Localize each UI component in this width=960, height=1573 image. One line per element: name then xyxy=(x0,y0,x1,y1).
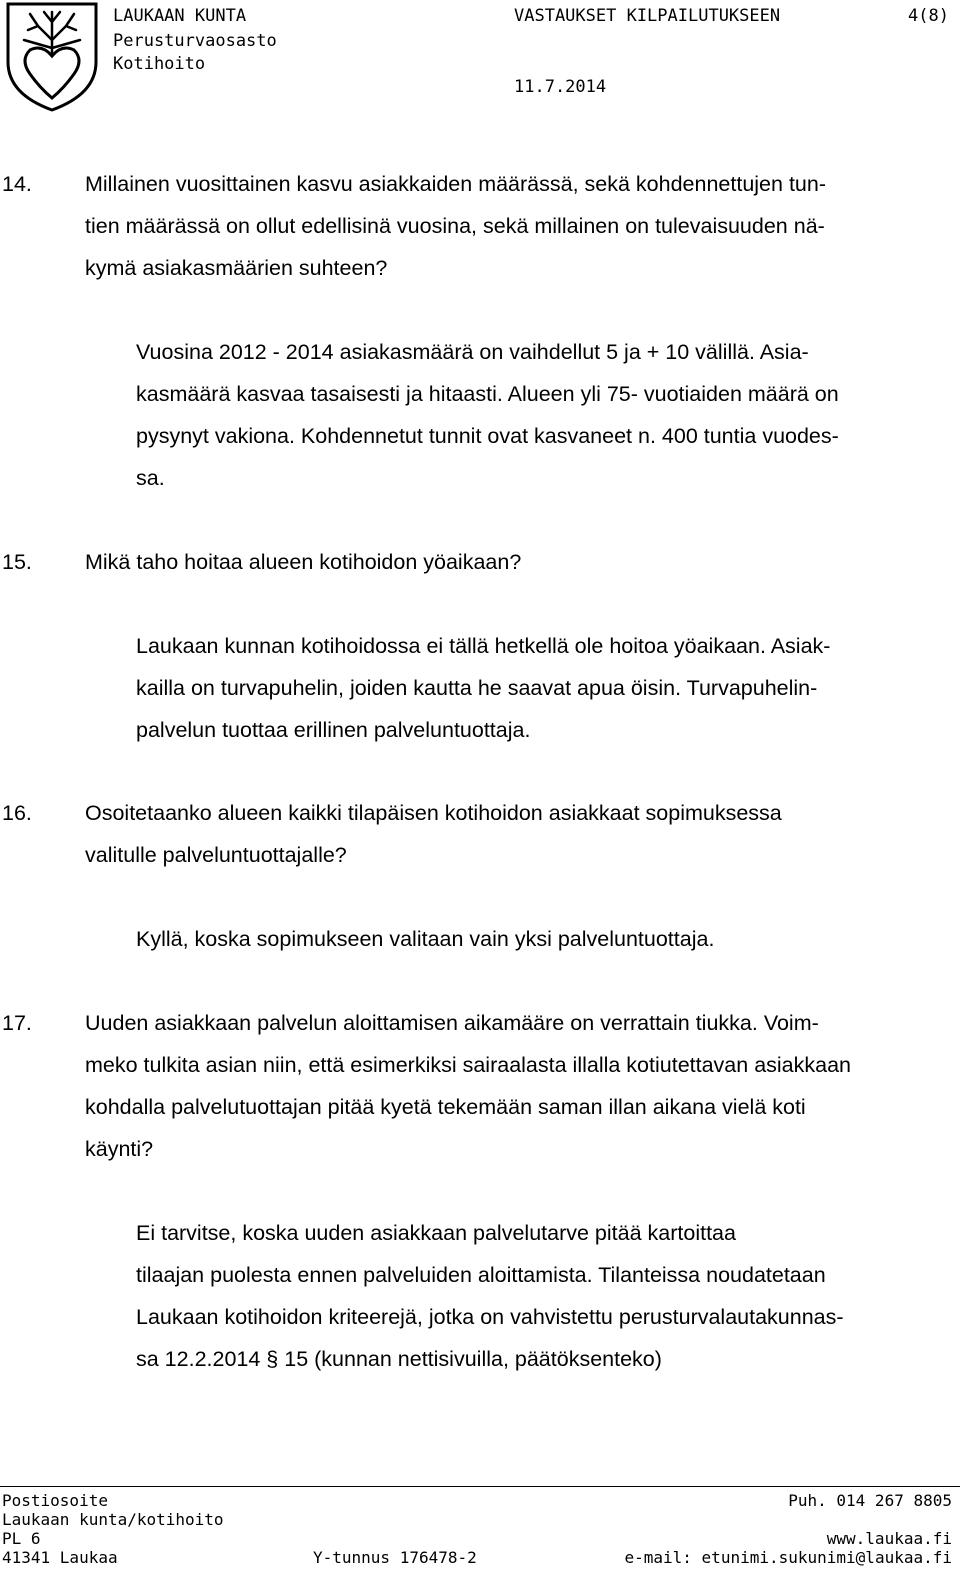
department: Perusturvaosasto xyxy=(113,31,277,51)
footer-address-line: 41341 Laukaa xyxy=(2,1548,118,1567)
question-14-number: 14. xyxy=(2,172,32,196)
answer-14-line: kasmäärä kasvaa tasaisesti ja hitaasti. Alueen yli 75- vuotiaiden määrä on xyxy=(136,382,839,406)
question-17-line: meko tulkita asian niin, että esimerkiksi sairaalasta illalla kotiutettavan asiakkaan xyxy=(85,1053,852,1077)
question-14-line: Millainen vuosittainen kasvu asiakkaiden määrässä, sekä kohdennettujen tun- xyxy=(85,172,826,196)
answer-17-line: tilaajan puolesta ennen palveluiden aloittamista. Tilanteissa noudatetaan xyxy=(136,1263,826,1287)
document-date: 11.7.2014 xyxy=(514,77,607,97)
answer-16-line: Kyllä, koska sopimukseen valitaan vain yksi palveluntuottaja. xyxy=(136,927,715,951)
unit: Kotihoito xyxy=(113,54,206,74)
question-15-number: 15. xyxy=(2,550,32,574)
footer-address-line: Laukaan kunta/kotihoito xyxy=(2,1510,224,1529)
answer-14-line: pysynyt vakiona. Kohdennetut tunnit ovat kasvaneet n. 400 tuntia vuodes- xyxy=(136,424,839,448)
question-16-line: Osoitetaanko alueen kaikki tilapäisen kotihoidon asiakkaat sopimuksessa xyxy=(85,801,782,825)
laukaa-coat-of-arms-logo xyxy=(2,0,102,112)
footer-address-line: PL 6 xyxy=(2,1529,41,1548)
footer-email[interactable]: e-mail: etunimi.sukunimi@laukaa.fi xyxy=(624,1548,952,1567)
document-title: VASTAUKSET KILPAILUTUKSEEN xyxy=(514,6,781,26)
answer-15-line: Laukaan kunnan kotihoidossa ei tällä hetkellä ole hoitoa yöaikaan. Asiak- xyxy=(136,634,831,658)
footer-business-id: Y-tunnus 176478-2 xyxy=(313,1548,477,1567)
question-14-line: kymä asiakasmäärien suhteen? xyxy=(85,256,388,280)
question-17-line: kohdalla palvelutuottajan pitää kyetä tekemään saman illan aikana vielä koti xyxy=(85,1095,806,1119)
question-15-line: Mikä taho hoitaa alueen kotihoidon yöaikaan? xyxy=(85,550,522,574)
answer-17-line: sa 12.2.2014 § 15 (kunnan nettisivuilla, päätöksenteko) xyxy=(136,1347,662,1371)
question-14-line: tien määrässä on ollut edellisinä vuosina, sekä millainen on tulevaisuuden nä- xyxy=(85,214,825,238)
footer-divider xyxy=(0,1486,960,1487)
question-17-line: käynti? xyxy=(85,1137,154,1161)
answer-15-line: palvelun tuottaa erillinen palveluntuottaja. xyxy=(136,718,531,742)
footer-website-link[interactable]: www.laukaa.fi xyxy=(826,1529,952,1548)
answer-14-line: Vuosina 2012 - 2014 asiakasmäärä on vaihdellut 5 ja + 10 välillä. Asia- xyxy=(136,340,809,364)
answer-17-line: Laukaan kotihoidon kriteerejä, jotka on vahvistettu perusturvalautakunnas- xyxy=(136,1305,844,1329)
page-number: 4(8) xyxy=(908,6,949,26)
question-17-number: 17. xyxy=(2,1011,32,1035)
question-16-number: 16. xyxy=(2,801,32,825)
question-16-line: valitulle palveluntuottajalle? xyxy=(85,843,347,867)
question-17-line: Uuden asiakkaan palvelun aloittamisen aikamääre on verrattain tiukka. Voim- xyxy=(85,1011,819,1035)
footer-postal-label: Postiosoite xyxy=(2,1491,108,1510)
answer-14-line: sa. xyxy=(136,466,165,490)
answer-17-line: Ei tarvitse, koska uuden asiakkaan palvelutarve pitää kartoittaa xyxy=(136,1221,736,1245)
footer-phone: Puh. 014 267 8805 xyxy=(788,1491,952,1510)
answer-15-line: kailla on turvapuhelin, joiden kautta he saavat apua öisin. Turvapuhelin- xyxy=(136,676,818,700)
org-name: LAUKAAN KUNTA xyxy=(113,6,247,26)
